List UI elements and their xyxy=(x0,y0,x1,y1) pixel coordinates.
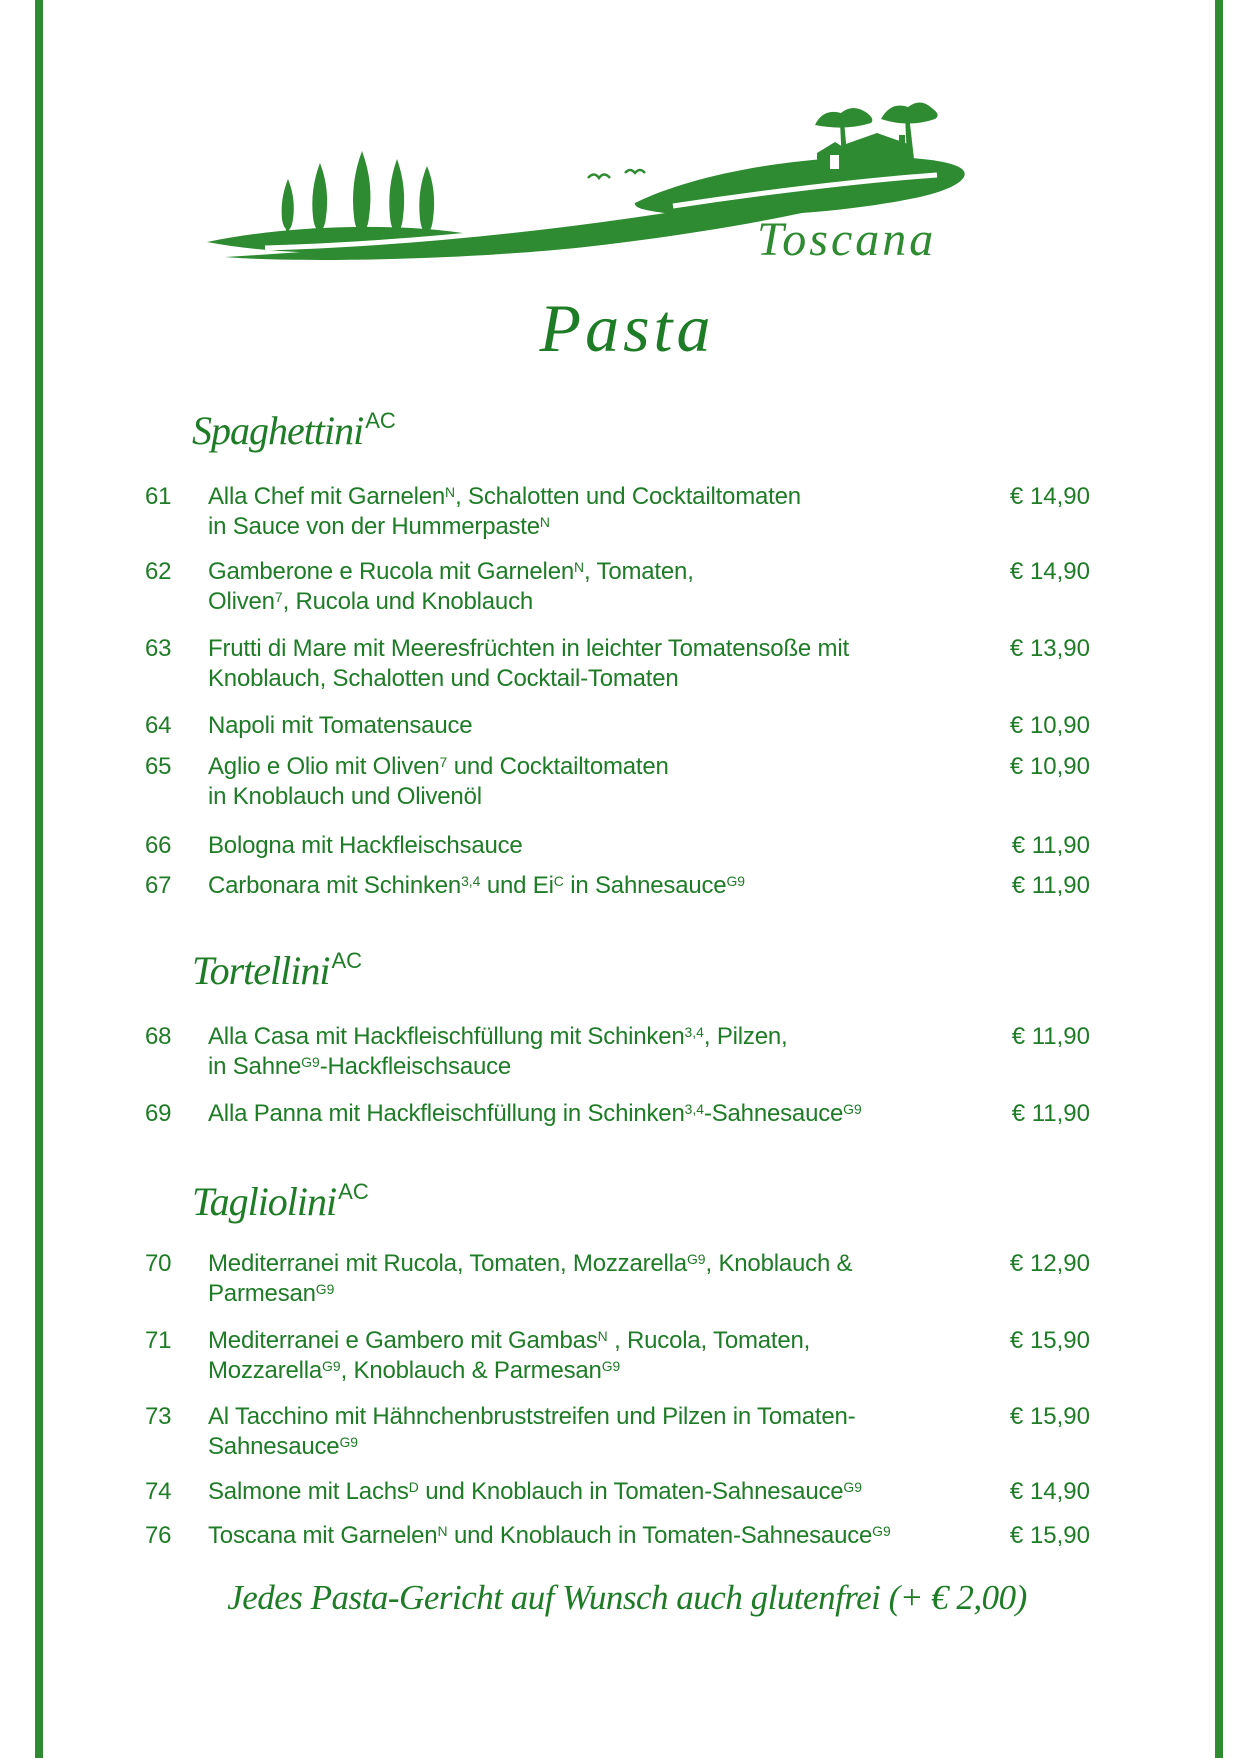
section-superscript: AC xyxy=(331,947,363,973)
item-description xyxy=(208,1477,978,1507)
item-number: 67 xyxy=(145,872,172,899)
menu-item-62 xyxy=(145,557,1090,617)
brand-name: Toscana xyxy=(757,213,937,265)
item-line: Mozzarella$^{G9}$, Knoblauch & Parmesan$^{G9}$ xyxy=(208,1357,621,1384)
item-number: 76 xyxy=(145,1522,172,1549)
item-price: € 11,90 xyxy=(1011,1100,1090,1127)
toscana-logo xyxy=(205,95,980,265)
item-description xyxy=(208,752,978,812)
item-number: 68 xyxy=(145,1023,172,1050)
item-line: Carbonara mit Schinken$^{3,4}$ und $Ei^C$ in Sahnesauce$^{G9}$ xyxy=(208,872,746,899)
item-price: € 10,90 xyxy=(1009,753,1090,780)
item-description xyxy=(208,1326,978,1386)
menu-item-76 xyxy=(145,1521,1090,1551)
item-price: € 15,90 xyxy=(1009,1403,1090,1430)
item-number: 73 xyxy=(145,1403,172,1430)
item-line: Knoblauch, Schalotten und Cocktail-Tomaten xyxy=(208,665,679,692)
section-superscript: AC xyxy=(338,1178,369,1204)
item-description xyxy=(208,871,978,901)
section-name: Tagliolini xyxy=(192,1179,337,1224)
item-price: € 14,90 xyxy=(1009,558,1090,585)
section-name: Spaghettini xyxy=(192,408,364,453)
item-line: Oliven$^7$, Rucola und Knoblauch xyxy=(208,588,534,615)
page-title: Pasta xyxy=(539,290,715,366)
item-number: 64 xyxy=(145,712,172,739)
item-price: € 11,90 xyxy=(1011,1023,1090,1050)
item-price: € 10,90 xyxy=(1009,712,1090,739)
right-border-bar xyxy=(1215,0,1223,1758)
menu-item-65 xyxy=(145,752,1090,812)
item-line: Parmesan$^{G9}$ xyxy=(208,1280,335,1307)
item-line: Aglio e Olio mit Oliven$^7$ und Cocktailtomaten xyxy=(208,753,669,780)
item-line: Al Tacchino mit Hähnchenbruststreifen und Pilzen in Tomaten- xyxy=(208,1403,856,1430)
item-line: in Sauce von der Hummerpaste$^N$ xyxy=(208,513,550,540)
item-line: Alla Chef mit Garnelen$^N$, Schalotten und Cocktailtomaten xyxy=(208,483,801,510)
item-price: € 12,90 xyxy=(1009,1250,1090,1277)
farmhouse xyxy=(817,133,911,169)
item-number: 62 xyxy=(145,558,172,585)
section-header-tortellini xyxy=(192,947,362,995)
menu-item-74 xyxy=(145,1477,1090,1507)
item-description xyxy=(208,711,978,741)
item-description xyxy=(208,1022,978,1082)
left-border-bar xyxy=(35,0,43,1758)
birds xyxy=(588,170,645,178)
item-price: € 15,90 xyxy=(1009,1327,1090,1354)
item-price: € 11,90 xyxy=(1011,872,1090,899)
item-number: 63 xyxy=(145,635,172,662)
item-line: in Knoblauch und Olivenöl xyxy=(208,783,482,810)
item-line: Bologna mit Hackfleischsauce xyxy=(208,832,523,859)
item-number: 66 xyxy=(145,832,172,859)
item-description xyxy=(208,1099,978,1129)
item-price: € 13,90 xyxy=(1009,635,1090,662)
menu-item-64 xyxy=(145,711,1090,741)
menu-item-63 xyxy=(145,634,1090,694)
item-line: Mediterranei e Gambero mit Gambas$^N$ , Rucola, Tomaten, xyxy=(208,1327,811,1354)
item-price: € 14,90 xyxy=(1009,1478,1090,1505)
menu-item-68 xyxy=(145,1022,1090,1082)
section-name: Tortellini xyxy=(192,948,330,993)
item-line: Sahnesauce$^{G9}$ xyxy=(208,1433,359,1460)
item-number: 61 xyxy=(145,483,172,510)
item-description xyxy=(208,1521,978,1551)
item-number: 71 xyxy=(145,1327,172,1354)
item-description xyxy=(208,1249,978,1309)
item-line: Gamberone e Rucola mit Garnelen$^N$, Tomaten, xyxy=(208,558,694,585)
item-number: 70 xyxy=(145,1250,172,1277)
menu-item-71 xyxy=(145,1326,1090,1386)
item-number: 69 xyxy=(145,1100,172,1127)
right-hill xyxy=(635,157,965,216)
menu-item-70 xyxy=(145,1249,1090,1309)
item-line: Frutti di Mare mit Meeresfrüchten in leichter Tomatensoße mit xyxy=(208,635,849,662)
menu-item-73 xyxy=(145,1402,1090,1462)
item-price: € 11,90 xyxy=(1011,832,1090,859)
section-superscript: AC xyxy=(365,407,396,433)
item-line: in Sahne$^{G9}$-Hackfleischsauce xyxy=(208,1053,512,1080)
section-header-spaghettini xyxy=(192,407,396,455)
section-header-tagliolini xyxy=(192,1178,369,1226)
item-line: Napoli mit Tomatensauce xyxy=(208,712,473,739)
item-number: 65 xyxy=(145,753,172,780)
item-description xyxy=(208,482,978,542)
footer-note: Jedes Pasta-Gericht auf Wunsch auch glutenfrei (+ € 2,00) xyxy=(227,1578,1027,1617)
item-description xyxy=(208,557,978,617)
item-line: Alla Panna mit Hackfleischfüllung in Schinken$^{3,4}$-Sahnesauce$^{G9}$ xyxy=(208,1100,862,1127)
item-price: € 15,90 xyxy=(1009,1522,1090,1549)
item-number: 74 xyxy=(145,1478,172,1505)
item-price: € 14,90 xyxy=(1009,483,1090,510)
menu-item-66 xyxy=(145,831,1090,861)
menu-item-69 xyxy=(145,1099,1090,1129)
item-line: Mediterranei mit Rucola, Tomaten, Mozzarella$^{G9}$, Knoblauch & xyxy=(208,1250,853,1277)
item-description xyxy=(208,831,978,861)
item-line: Salmone mit Lachs$^D$ und Knoblauch in Tomaten-Sahnesauce$^{G9}$ xyxy=(208,1478,862,1505)
item-description xyxy=(208,1402,978,1462)
item-description xyxy=(208,634,978,694)
item-line: Alla Casa mit Hackfleischfüllung mit Schinken$^{3,4}$, Pilzen, xyxy=(208,1023,788,1050)
menu-item-67 xyxy=(145,871,1090,901)
item-line: Toscana mit Garnelen$^N$ und Knoblauch in Tomaten-Sahnesauce$^{G9}$ xyxy=(208,1522,891,1549)
menu-item-61 xyxy=(145,482,1090,542)
